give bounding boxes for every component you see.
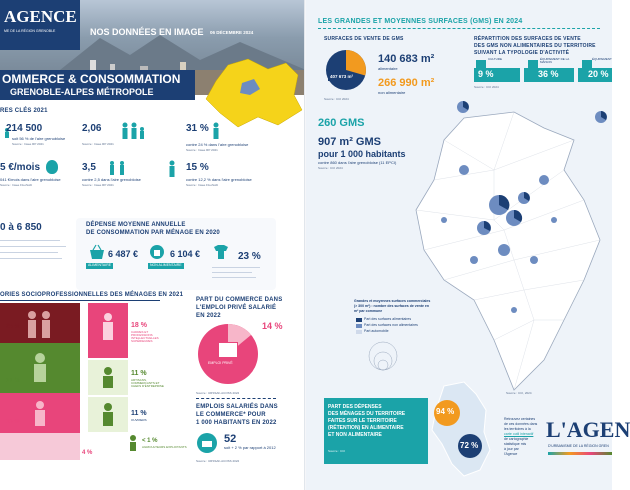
surf-total: 407 673 m² xyxy=(330,74,354,79)
promo-line-1: Retrouvez certaines xyxy=(504,417,536,421)
main-title: OMMERCE & CONSOMMATION xyxy=(2,72,181,86)
csp-tile-4 xyxy=(0,433,80,460)
farmer-icon xyxy=(126,434,140,452)
promo-line-7: à jour par xyxy=(504,447,519,451)
surf-title: SURFACES DE VENTE DE GMS xyxy=(324,36,404,42)
gms-title-underline xyxy=(318,28,600,29)
promo-line-5: de cartographie xyxy=(504,437,529,441)
shopping-basket-icon xyxy=(88,244,106,260)
rep-pct-2: 36 % xyxy=(538,69,559,79)
csp-right-pct-3: 11 % xyxy=(131,410,147,417)
legend-title-2: (> 300 m²) : nombre des surfaces de vente en xyxy=(354,304,429,308)
share-pct: 14 % xyxy=(262,321,283,331)
rep-icon-home xyxy=(528,60,538,68)
promo-line-2: de ces données dans xyxy=(504,422,538,426)
rep-pct-1: 9 % xyxy=(478,69,494,79)
legend-title-3: m² par commune xyxy=(354,309,383,313)
promo-line-3: les territoires à la xyxy=(504,427,531,431)
legend-proportional-circles xyxy=(358,338,408,370)
spend-nonfood-tag: NON ALIMENTAIRE xyxy=(150,263,182,267)
rep-pct-3: 20 % xyxy=(588,69,609,79)
sub-title: GRENOBLE-ALPES MÉTROPOLE xyxy=(10,87,154,97)
surfaces-donut xyxy=(324,48,368,92)
csp-title-underline xyxy=(0,300,160,301)
ret-title-4: (RÉTENTION) EN ALIMENTAIRE xyxy=(328,425,404,431)
csp-title: ORIES SOCIOPROFESSIONNELLES DES MÉNAGES EN 2021 xyxy=(0,292,184,298)
rep-tag-2: ÉQUIPEMENT DE LA MAISON xyxy=(540,57,570,65)
promo-line-4[interactable]: carte outil interactif xyxy=(504,432,534,436)
gms-density-2: pour 1 000 habitants xyxy=(318,149,406,159)
retention-map xyxy=(424,380,494,480)
spend-notes xyxy=(212,264,262,280)
emp-src: Source : URSSAF-ACOSS 2022 xyxy=(196,459,240,463)
csp-right-label-2: ARTISANS, COMMERÇANTS ET CHEFS D'ENTREPRISE xyxy=(131,378,164,389)
kf-population-src: Source : Insee RP 2021 xyxy=(12,142,44,146)
ret-title-5: ET NON ALIMENTAIRE xyxy=(328,432,382,438)
csp-pct-1: 25 % xyxy=(6,324,20,330)
single-person-icon xyxy=(210,122,222,140)
rep-tag-1: CULTURE xyxy=(488,57,502,61)
poverty-person-icon xyxy=(166,160,178,178)
kf-household-size: 2,06 xyxy=(82,123,102,134)
map-pie-north xyxy=(456,100,470,114)
shop-icon xyxy=(218,342,238,358)
gms-density-note: contre 860 dans l'aire grenobloise (11 EPCI) xyxy=(318,160,397,165)
kf-ratio-line: contre 2,5 dans l'aire grenobloise xyxy=(82,177,141,182)
legend-label-3: Part automobile xyxy=(364,329,389,333)
ret-title-2: DES MÉNAGES DU TERRITOIRE xyxy=(328,411,406,417)
rep-icon-culture xyxy=(476,60,486,68)
emp-note: soit + 2 % par rapport à 2012 xyxy=(224,445,276,450)
kf-population: 214 500 xyxy=(6,123,43,134)
banner-date: 06 DÉCEMBRE 2024 xyxy=(210,30,254,35)
share-label: EMPLOI PRIVÉ xyxy=(208,361,233,365)
cashier-icon xyxy=(196,432,218,454)
map-credits: Source : CCI, 2024 xyxy=(506,391,532,395)
emp-title-1: EMPLOIS SALARIÉS DANS xyxy=(196,404,278,410)
right-page xyxy=(306,0,630,490)
kf-population-line: soit 56 % de l'aire grenobloise xyxy=(12,136,66,141)
nonfood-shirt-icon xyxy=(148,244,166,260)
kf-range: 0 à 6 850 xyxy=(0,222,42,233)
banner-title: NOS DONNÉES EN IMAGE xyxy=(90,27,204,37)
rep-title-3: SUIVANT LA TYPOLOGIE D'ACTIVITÉ xyxy=(474,50,570,56)
promo-line-6: statistique mis xyxy=(504,442,527,446)
gms-density-src: Source : CCI 2024 xyxy=(318,166,343,170)
emp-title-3: 1 000 HABITANTS EN 2022 xyxy=(196,420,277,426)
csp-right-label-1: CADRES ET PROFESSIONS INTELLECTUELLES SUPÉRIEURES xyxy=(131,330,159,344)
surf-food-sub: alimentaire xyxy=(378,66,398,71)
agence-logo-sub: D'URBANISME DE LA RÉGION GREN xyxy=(548,444,609,448)
kf-ratio: 3,5 xyxy=(82,162,96,173)
promo-line-8: l'Agence xyxy=(504,452,518,456)
ret-title-1: PART DES DÉPENSES xyxy=(328,404,382,410)
csp-right-pct-2: 11 % xyxy=(131,370,147,377)
executive-icon xyxy=(98,312,118,342)
retirees-icon xyxy=(20,310,60,340)
emp-title-2: LE COMMERCE* POUR xyxy=(196,412,266,418)
legend-label-2: Part des surfaces non alimentaires xyxy=(364,323,418,327)
tshirt-icon xyxy=(212,244,230,260)
employee-icon xyxy=(28,352,52,384)
emp-val: 52 xyxy=(224,433,237,445)
kf-single-src: Source : Insee RP 2021 xyxy=(186,148,218,152)
shopkeeper-icon xyxy=(98,366,118,390)
kf-household-src: Source : Insee RP 2021 xyxy=(82,142,114,146)
legend-swatch-3 xyxy=(356,330,362,334)
kf-single-line: contre 24 % dans l'aire grenobloise xyxy=(186,142,249,147)
rep-tag-3: ÉQUIPEMENT xyxy=(592,57,612,61)
share-title-1: PART DU COMMERCE DANS xyxy=(196,297,283,303)
legend-label-1: Part des surfaces alimentaires xyxy=(364,317,412,321)
csp-right-pct-1: 18 % xyxy=(131,322,147,329)
ret-title-3: FAITES SUR LE TERRITOIRE xyxy=(328,418,397,424)
laborer-icon xyxy=(98,402,118,428)
kf-income-line: 041 €/mois dans l'aire grenobloise xyxy=(0,177,61,182)
spend-nonfood-val: 6 104 € xyxy=(170,249,201,259)
surf-src: Source : CCI 2024 xyxy=(324,97,349,101)
family-icon xyxy=(120,122,150,140)
rep-title-2: DES GMS NON ALIMENTAIRES DU TERRITOIRE xyxy=(474,43,596,49)
logo-text: AGENCE xyxy=(4,7,77,26)
gms-density: 907 m² GMS xyxy=(318,136,381,148)
emp-separator xyxy=(196,398,276,399)
ratio-people-icon xyxy=(108,160,132,176)
kf-poverty-src: Source : Insee FiLoSoFi xyxy=(186,183,219,187)
gms-title: LES GRANDES ET MOYENNES SURFACES (GMS) EN 2024 xyxy=(318,18,523,25)
surf-nonfood-sub: non alimentaire xyxy=(378,90,406,95)
csp-right-label-3: OUVRIERS xyxy=(131,418,147,422)
range-notes xyxy=(0,236,70,266)
rep-title-1: RÉPARTITION DES SURFACES DE VENTE xyxy=(474,36,581,42)
share-title-2: L'EMPLOI PRIVÉ SALARIÉ xyxy=(196,305,277,311)
money-bag-icon xyxy=(46,160,58,174)
csp-pct-4: 4 % xyxy=(82,450,93,456)
share-src: Source : URSSAF-ACOSS 2022 xyxy=(196,391,240,395)
csp-right-pct-4: < 1 % xyxy=(142,438,158,444)
kf-poverty: 15 % xyxy=(186,162,209,173)
surf-nonfood: 266 990 m² xyxy=(378,77,435,89)
kf-income: 5 €/mois xyxy=(0,162,41,173)
csp-right-label-4: AGRICULTEURS EXPLOITANTS xyxy=(142,445,187,449)
legend-swatch-2 xyxy=(356,324,362,328)
share-title-3: EN 2022 xyxy=(196,313,221,319)
ret-nonfood: 72 % xyxy=(460,441,479,450)
map-pie-east xyxy=(594,110,608,124)
kf-income-src: Source : Insee FiLoSoFi xyxy=(0,183,33,187)
spend-share-val: 23 % xyxy=(238,251,261,262)
worker-icon xyxy=(30,400,50,428)
rep-src: Source : CCI 2024 xyxy=(474,85,499,89)
spending-title-1: DÉPENSE MOYENNE ANNUELLE xyxy=(86,222,186,228)
ret-src: Source : CCI xyxy=(328,449,346,453)
territory-map xyxy=(404,110,612,400)
surf-food: 140 683 m² xyxy=(378,53,435,65)
left-page xyxy=(0,0,306,490)
gms-count: 260 GMS xyxy=(318,117,365,129)
kf-single: 31 % xyxy=(186,123,209,134)
kf-ratio-src: Source : Insee RP 2021 xyxy=(82,183,114,187)
agence-logo: L'AGEN xyxy=(546,417,630,442)
kf-poverty-line: contre 12,2 % dans l'aire grenobloise xyxy=(186,177,252,182)
legend-swatch-1 xyxy=(356,318,362,322)
csp-pct-3: 15 % xyxy=(6,419,20,425)
logo-subtitle: ME DE LA RÉGION GRENOBLE xyxy=(4,29,56,33)
key-figures-title: RES CLÉS 2021 xyxy=(0,108,48,114)
csp-pct-2: 17 % xyxy=(6,378,20,384)
legend-title-1: Grandes et moyennes surfaces commerciales xyxy=(354,299,431,303)
rep-icon-equip xyxy=(582,60,592,68)
spend-food-val: 6 487 € xyxy=(108,249,139,259)
spend-food-tag: ALIMENTAIRE xyxy=(88,263,112,267)
metropole-locator-map xyxy=(198,55,306,130)
agence-logo-bar xyxy=(548,452,612,455)
ret-food: 94 % xyxy=(436,407,455,416)
spending-title-2: DE CONSOMMATION PAR MÉNAGE EN 2020 xyxy=(86,230,220,236)
